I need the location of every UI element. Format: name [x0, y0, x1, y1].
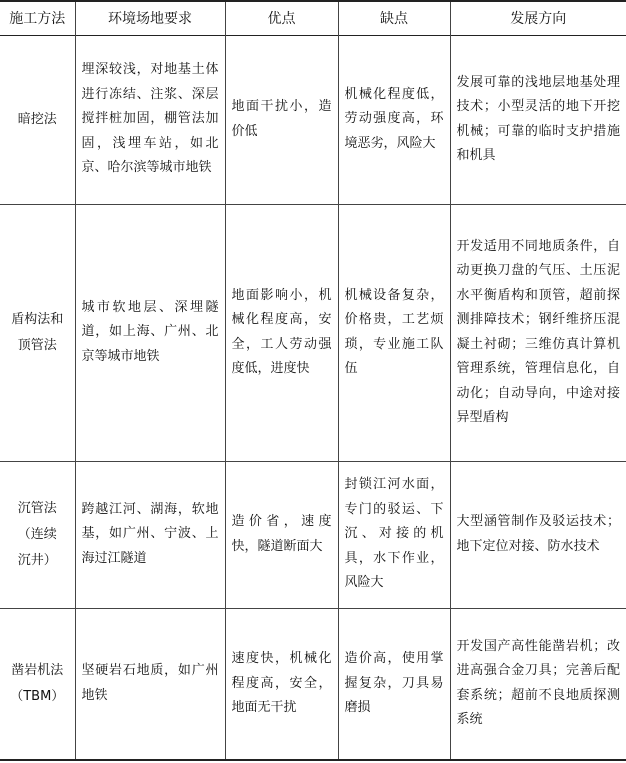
- header-direction: 发展方向: [510, 11, 567, 28]
- header-requirement: 环境场地要求: [75, 1, 225, 35]
- table-row: [0, 461, 626, 608]
- method-cell: 盾构法和顶管法: [0, 204, 75, 461]
- header-method: 施工方法: [0, 1, 75, 35]
- header-row: [0, 1, 626, 35]
- advantages-cell: 速度快，机械化程度高，安全，地面无干扰: [225, 608, 338, 760]
- direction-cell: 开发适用不同地质条件，自动更换刀盘的气压、土压泥水平衡盾构和顶管，超前探测排障技术；钢纤维挤压混凝土衬砌；三维仿真计算机管理系统，管理信息化，自动化；自动导向，中途对接异型盾构: [456, 238, 620, 425]
- advantages-cell: 地面干扰小，造价低: [225, 35, 338, 204]
- direction-cell: 大型涵管制作及驳运技术；地下定位对接、防水技术: [456, 514, 620, 554]
- header-advantages: 优点: [225, 1, 338, 35]
- table-row: [0, 35, 626, 204]
- requirement-cell: 坚硬岩石地质，如广州地铁: [75, 608, 225, 760]
- requirement-cell: 跨越江河、湖海，软地基，如广州、宁波、上海过江隧道: [75, 461, 225, 608]
- disadvantages-cell: 机械设备复杂，价格贵，工艺烦琐，专业施工队伍: [338, 204, 450, 461]
- disadvantages-cell: 封锁江河水面，专门的驳运、下沉、对接的机具，水下作业，风险大: [338, 461, 450, 608]
- advantages-cell: 地面影响小，机械化程度高，安全，工人劳动强度低，进度快: [225, 204, 338, 461]
- requirement-cell: 埋深较浅，对地基土体进行冻结、注浆、深层搅拌桩加固，棚管法加固，浅埋车站，如北京、哈尔滨等城市地铁: [75, 35, 225, 204]
- method-cell: 沉管法（连续沉井）: [0, 461, 75, 608]
- disadvantages-cell: 造价高，使用掌握复杂，刀具易磨损: [338, 608, 450, 760]
- table-row: [0, 204, 626, 461]
- direction-cell: 发展可靠的浅地层地基处理技术；小型灵活的地下开挖机械；可靠的临时支护措施和机具: [456, 74, 620, 163]
- header-disadvantages: 缺点: [338, 1, 450, 35]
- method-cell: 凿岩机法（TBM）: [0, 608, 75, 760]
- method-cell: 暗挖法: [0, 35, 75, 204]
- advantages-cell: 造价省，速度快，隧道断面大: [225, 461, 338, 608]
- requirement-cell: 城市软地层、深埋隧道，如上海、广州、北京等城市地铁: [75, 204, 225, 461]
- direction-cell: 开发国产高性能凿岩机；改进高强合金刀具；完善后配套系统；超前不良地质探测系统: [456, 638, 620, 728]
- table-row: [0, 608, 626, 760]
- disadvantages-cell: 机械化程度低，劳动强度高，环境恶劣，风险大: [338, 35, 450, 204]
